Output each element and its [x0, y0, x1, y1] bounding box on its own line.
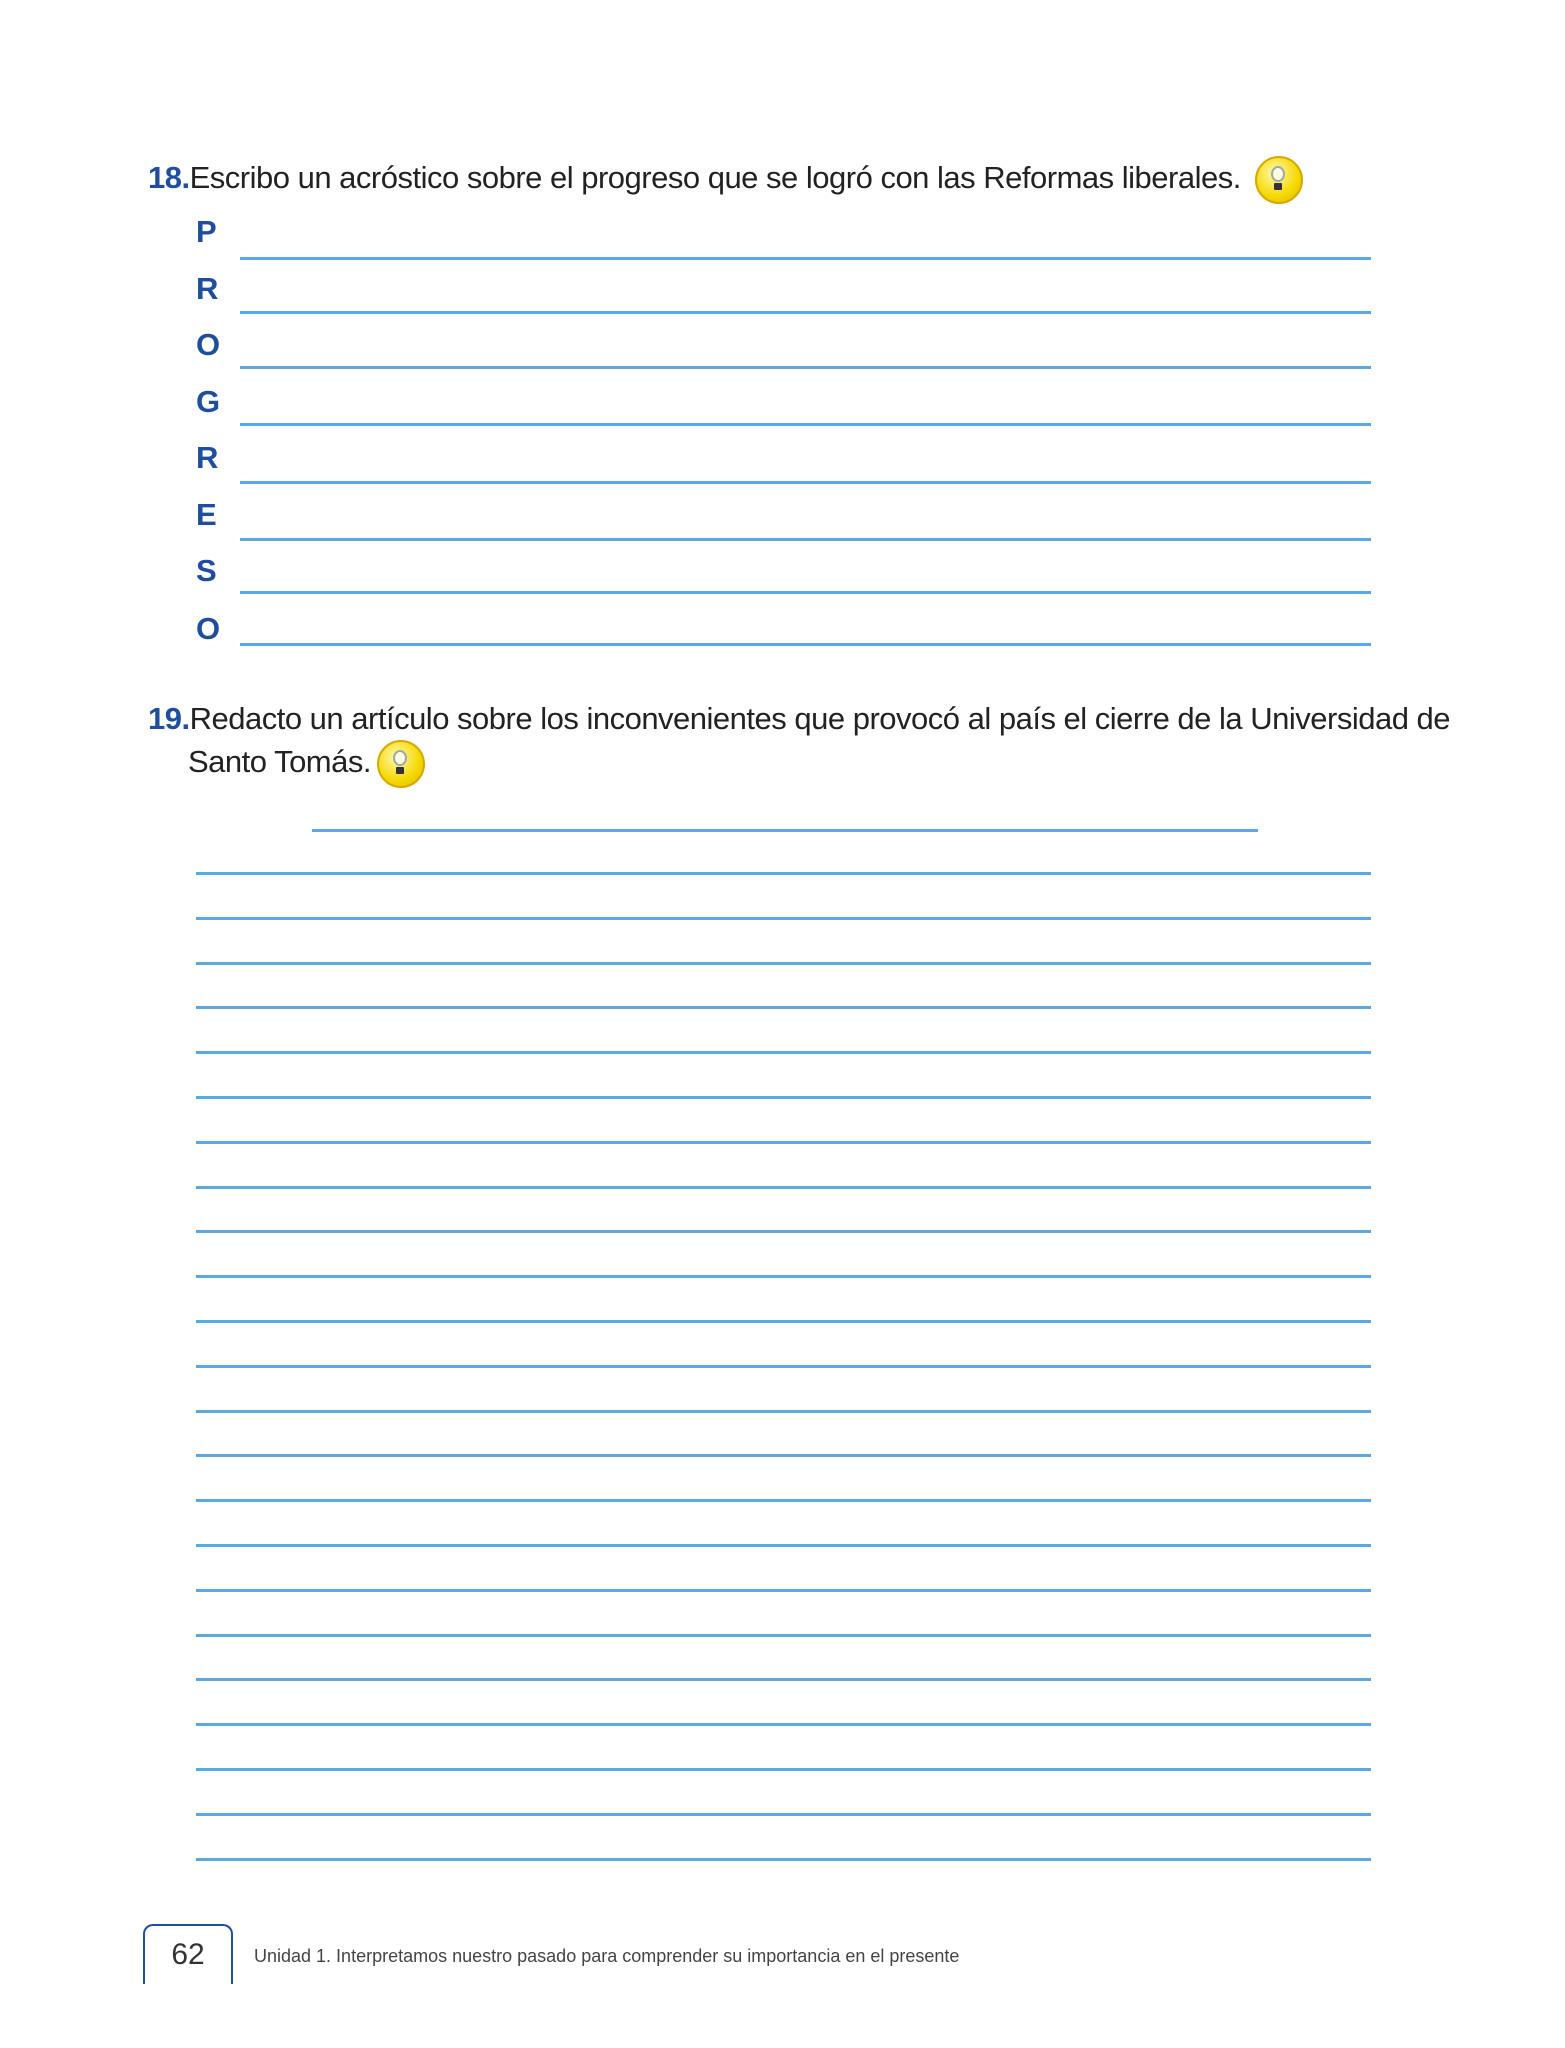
acrostic-answer-line[interactable]	[240, 366, 1371, 369]
article-answer-line[interactable]	[196, 1051, 1371, 1054]
article-answer-line[interactable]	[196, 1813, 1371, 1816]
acrostic-letter: G	[196, 384, 221, 419]
acrostic-letter: E	[196, 497, 217, 532]
question-18-text: Escribo un acróstico sobre el progreso que se logró con las Reformas liberales.	[189, 160, 1241, 196]
question-18-prompt	[148, 156, 1303, 204]
lightbulb-icon	[377, 740, 425, 788]
article-answer-line[interactable]	[196, 1275, 1371, 1278]
question-19-prompt	[148, 698, 1450, 788]
article-answer-line[interactable]	[196, 1410, 1371, 1413]
article-answer-line[interactable]	[196, 1186, 1371, 1189]
acrostic-letter: S	[196, 553, 217, 588]
page-number: 62	[171, 1938, 205, 1971]
article-answer-line[interactable]	[196, 917, 1371, 920]
article-answer-line[interactable]	[196, 1723, 1371, 1726]
acrostic-answer-line[interactable]	[240, 591, 1371, 594]
footer-unit-title: Unidad 1. Interpretamos nuestro pasado para comprender su importancia en el presente	[254, 1946, 960, 1966]
acrostic-answer-line[interactable]	[240, 643, 1371, 646]
question-19-text-line1: Redacto un artículo sobre los inconvenientes que provocó al país el cierre de la Universidad de	[189, 701, 1451, 736]
article-answer-line[interactable]	[196, 1365, 1371, 1368]
article-answer-line[interactable]	[196, 1768, 1371, 1771]
question-18-number: 18.	[148, 160, 190, 196]
article-answer-line[interactable]	[196, 1006, 1371, 1009]
acrostic-answer-line[interactable]	[240, 257, 1371, 260]
article-title-line[interactable]	[312, 829, 1258, 832]
article-answer-line[interactable]	[196, 1454, 1371, 1457]
article-answer-line[interactable]	[196, 1589, 1371, 1592]
article-answer-line[interactable]	[196, 872, 1371, 875]
article-answer-line[interactable]	[196, 1634, 1371, 1637]
article-answer-line[interactable]	[196, 1858, 1371, 1861]
acrostic-letter: O	[196, 327, 221, 362]
acrostic-letter: O	[196, 611, 221, 646]
acrostic-answer-line[interactable]	[240, 423, 1371, 426]
acrostic-letter: P	[196, 214, 217, 249]
article-answer-line[interactable]	[196, 1096, 1371, 1099]
question-19-text-line2: Santo Tomás.	[188, 744, 371, 780]
article-answer-line[interactable]	[196, 1320, 1371, 1323]
acrostic-letter: R	[196, 271, 219, 306]
article-answer-line[interactable]	[196, 1544, 1371, 1547]
acrostic-answer-line[interactable]	[240, 311, 1371, 314]
acrostic-letter: R	[196, 440, 219, 475]
article-answer-line[interactable]	[196, 1678, 1371, 1681]
lightbulb-icon	[1255, 156, 1303, 204]
question-19-number: 19.	[148, 701, 190, 736]
article-answer-line[interactable]	[196, 1230, 1371, 1233]
article-answer-line[interactable]	[196, 1141, 1371, 1144]
acrostic-answer-line[interactable]	[240, 481, 1371, 484]
page-number-box	[143, 1924, 233, 1984]
article-answer-line[interactable]	[196, 1499, 1371, 1502]
acrostic-answer-line[interactable]	[240, 538, 1371, 541]
article-answer-line[interactable]	[196, 962, 1371, 965]
